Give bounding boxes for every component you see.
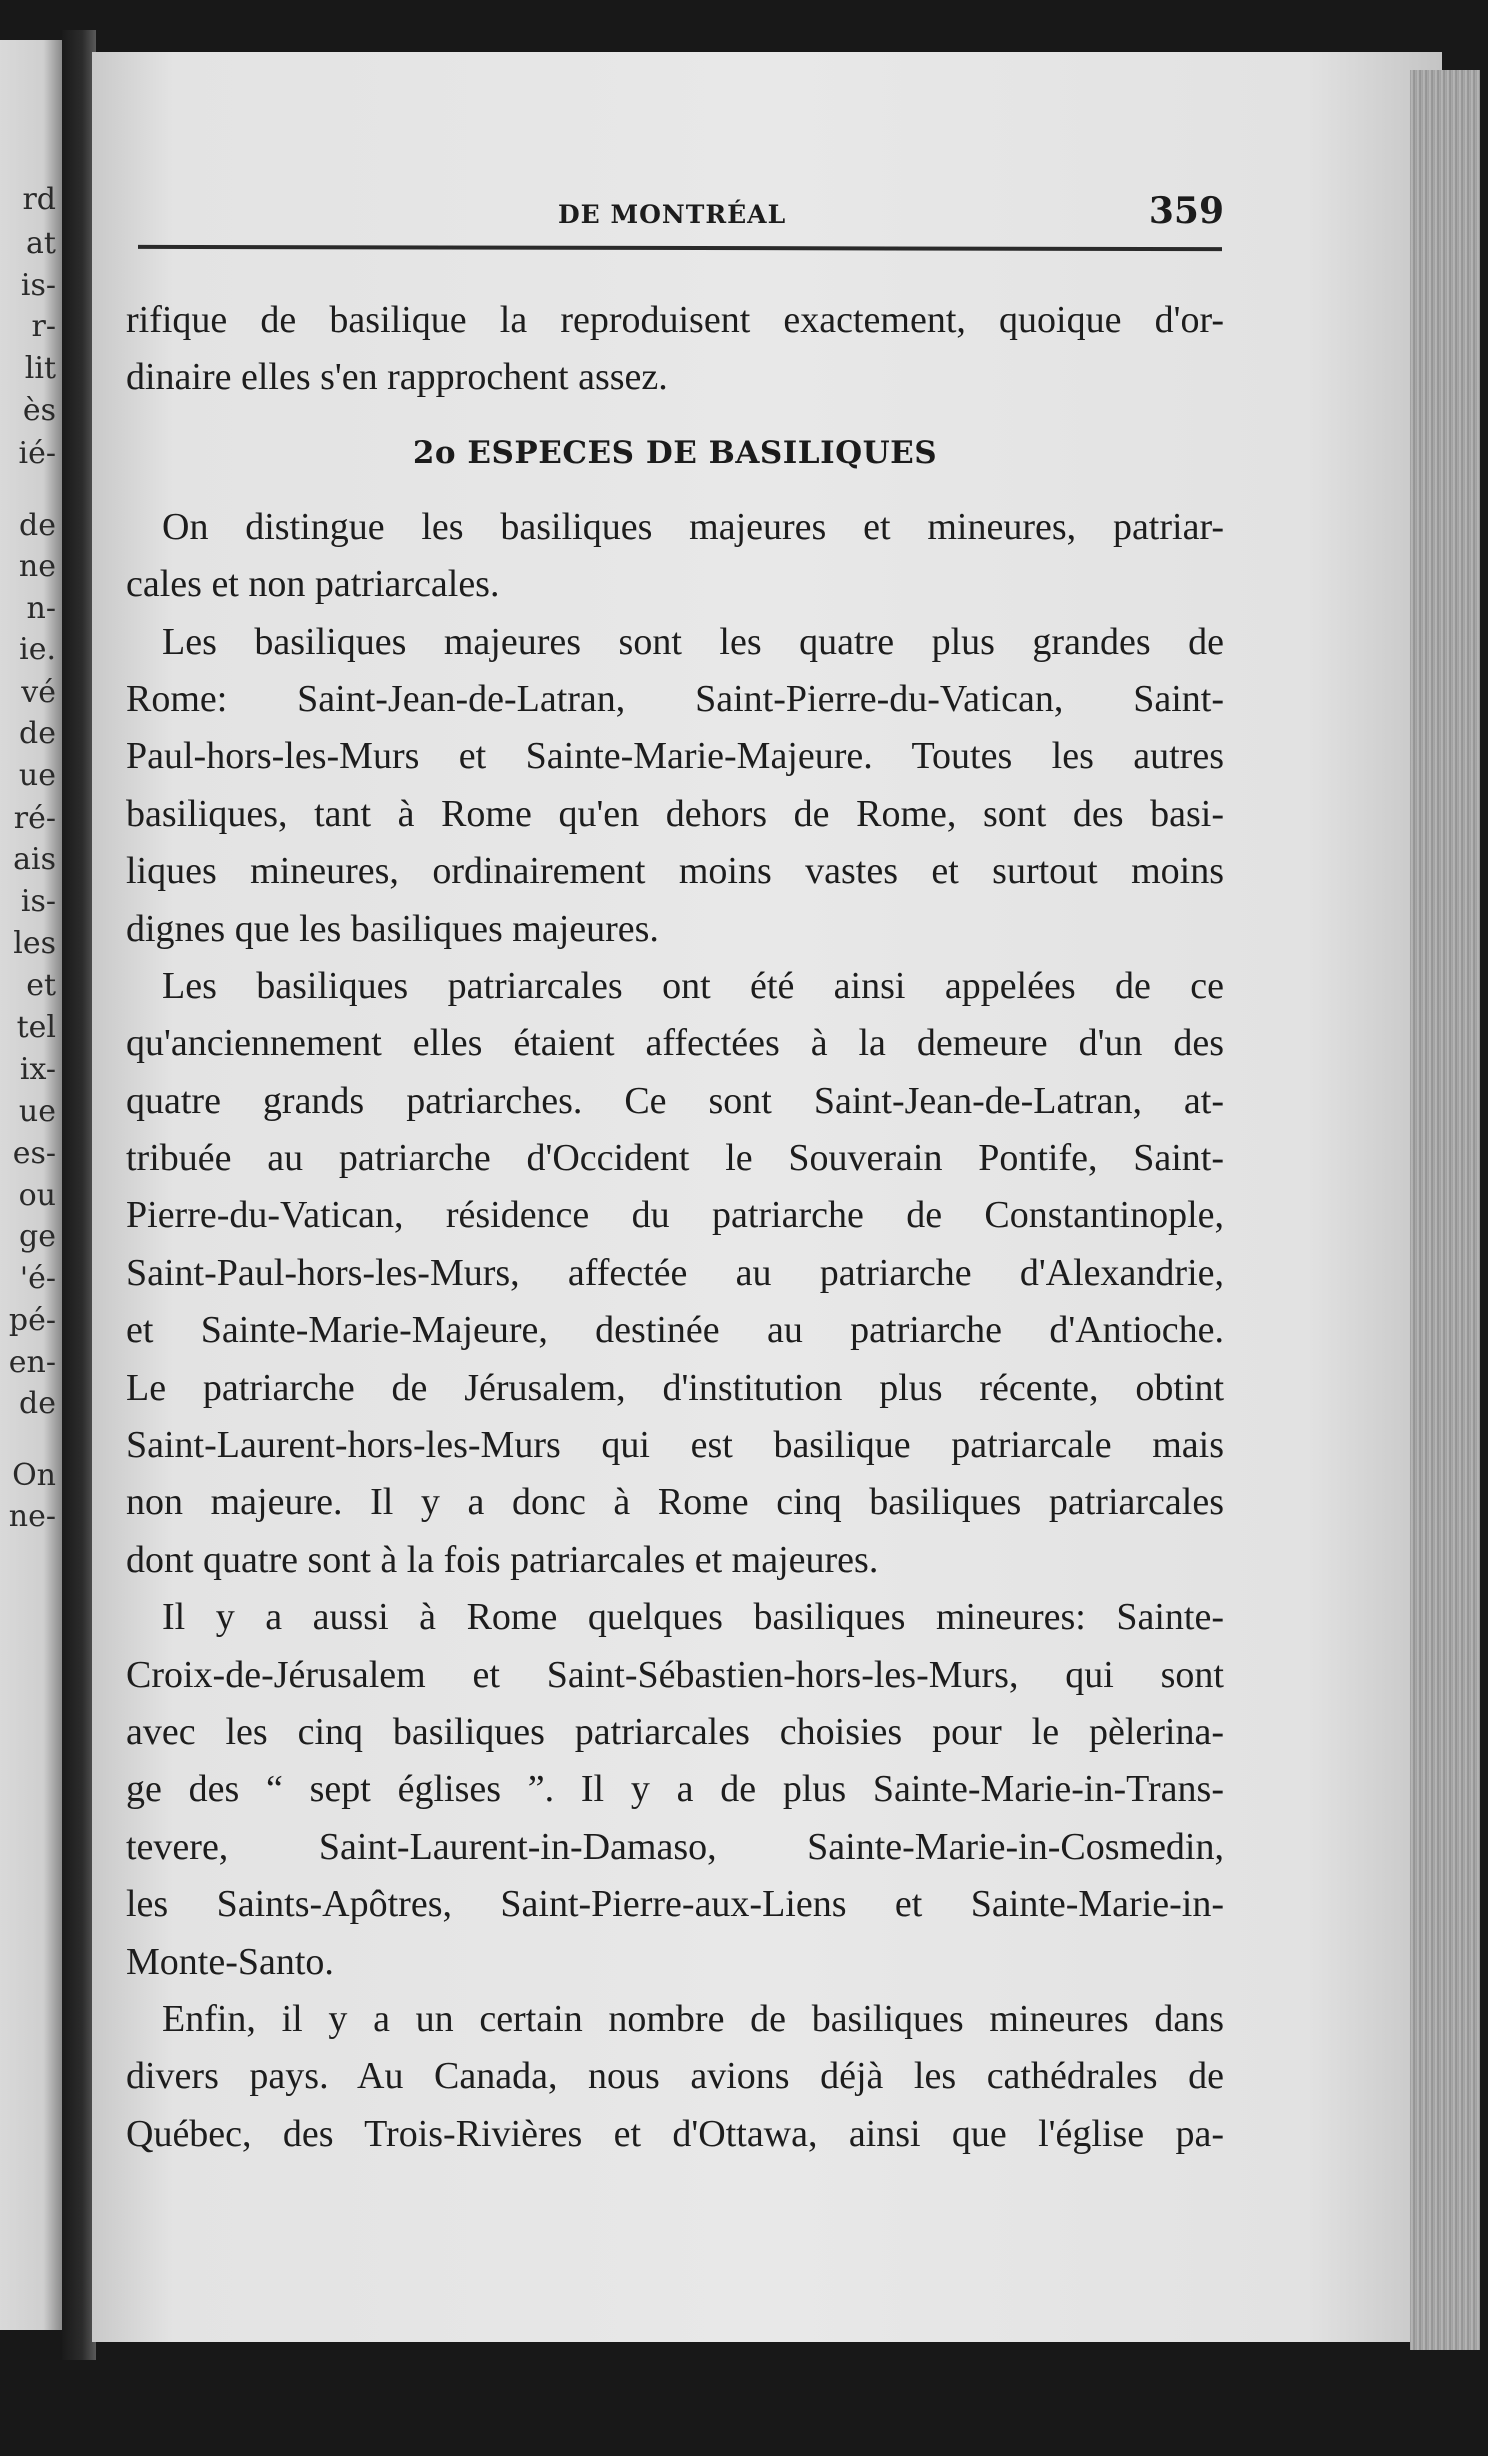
- previous-page-fragment: ne: [18, 549, 56, 584]
- page-header: [138, 186, 1224, 246]
- text-line: Croix-de-Jérusalem et Saint-Sébastien-hors-les-Murs, qui sont: [126, 1653, 1224, 1696]
- text-line: rifique de basilique la reproduisent exactement, quoique d'or-: [126, 299, 1224, 341]
- text-line: On distingue les basiliques majeures et mineures, patriar-: [162, 505, 1224, 548]
- text-line: divers pays. Au Canada, nous avions déjà les cathédrales de: [126, 2055, 1224, 2098]
- book-gutter: [62, 30, 96, 2360]
- previous-page-fragment: es-: [12, 1136, 56, 1171]
- paragraph: [126, 1991, 1224, 2163]
- previous-page-fragment: ue: [18, 1094, 56, 1129]
- text-line: Les basiliques majeures sont les quatre plus grandes de: [162, 620, 1224, 663]
- previous-page-fragment: ie.: [19, 632, 56, 667]
- previous-page-fragment: ès: [22, 393, 56, 428]
- text-line: non majeure. Il y a donc à Rome cinq basiliques patriarcales: [126, 1481, 1224, 1524]
- running-head: DE MONTRÉAL: [558, 200, 787, 229]
- paragraph: [126, 1589, 1224, 1991]
- text-line: quatre grands patriarches. Ce sont Saint-Jean-de-Latran, at-: [126, 1079, 1224, 1122]
- page-body: [126, 292, 1224, 2163]
- previous-page-fragment: ne-: [8, 1499, 56, 1534]
- text-line: dinaire elles s'en rapprochent assez.: [126, 356, 668, 399]
- previous-page-fragment: is-: [20, 268, 56, 303]
- text-line: Il y a aussi à Rome quelques basiliques mineures: Sainte-: [162, 1596, 1224, 1639]
- text-line: et Sainte-Marie-Majeure, destinée au patriarche d'Antioche.: [126, 1309, 1224, 1352]
- previous-page-fragment: tel: [16, 1010, 56, 1045]
- text-line: Enfin, il y a un certain nombre de basiliques mineures dans: [162, 1997, 1224, 2040]
- previous-page-fragment: ré-: [13, 801, 56, 836]
- text-line: dont quatre sont à la fois patriarcales et majeures.: [126, 1538, 879, 1581]
- previous-page-fragment: 'é-: [19, 1261, 56, 1296]
- text-line: les Saints-Apôtres, Saint-Pierre-aux-Liens et Sainte-Marie-in-: [126, 1883, 1224, 1926]
- previous-page-fragment: pé-: [8, 1303, 56, 1338]
- page-number: 359: [1148, 190, 1224, 232]
- text-line: cales et non patriarcales.: [126, 563, 500, 606]
- previous-page-fragment: ue: [18, 758, 56, 793]
- previous-page-fragment: rd: [22, 182, 56, 217]
- previous-page-sliver: [0, 40, 62, 2330]
- text-line: Le patriarche de Jérusalem, d'institution plus récente, obtint: [126, 1366, 1224, 1409]
- text-line: liques mineures, ordinairement moins vastes et surtout moins: [126, 850, 1224, 893]
- previous-page-fragment: et: [26, 968, 56, 1003]
- previous-page-fragment: les: [13, 926, 56, 961]
- text-line: basiliques, tant à Rome qu'en dehors de Rome, sont des basi-: [126, 792, 1224, 835]
- paragraph: [126, 292, 1224, 407]
- text-line: Saint-Paul-hors-les-Murs, affectée au patriarche d'Alexandrie,: [126, 1251, 1224, 1294]
- previous-page-fragment: de: [19, 1386, 56, 1421]
- previous-page-fragment: ié-: [18, 436, 56, 471]
- text-line: qu'anciennement elles étaient affectées à la demeure d'un des: [126, 1022, 1224, 1065]
- previous-page-fragment: lit: [24, 351, 56, 386]
- previous-page-fragment: On: [12, 1458, 56, 1493]
- previous-page-fragment: ge: [19, 1219, 56, 1254]
- previous-page-fragment: de: [19, 508, 56, 543]
- previous-page-fragment: at: [26, 226, 56, 261]
- previous-page-fragment: de: [19, 716, 56, 751]
- previous-page-fragment: ou: [18, 1178, 56, 1213]
- text-line: avec les cinq basiliques patriarcales choisies pour le pèlerina-: [126, 1710, 1224, 1753]
- text-line: Monte-Santo.: [126, 1940, 334, 1983]
- previous-page-fragment: en-: [8, 1345, 56, 1380]
- text-line: Les basiliques patriarcales ont été ainsi appelées de ce: [162, 964, 1224, 1007]
- text-line: tribuée au patriarche d'Occident le Souverain Pontife, Saint-: [126, 1137, 1224, 1180]
- previous-page-fragment: n-: [26, 591, 56, 626]
- paragraph: [126, 958, 1224, 1589]
- text-line: Saint-Laurent-hors-les-Murs qui est basilique patriarcale mais: [126, 1424, 1224, 1467]
- previous-page-fragment: ais: [13, 842, 56, 877]
- previous-page-fragment: ix-: [19, 1052, 56, 1087]
- paragraph: [126, 499, 1224, 614]
- previous-page-fragment: is-: [20, 884, 56, 919]
- paragraph: [126, 614, 1224, 958]
- text-line: Paul-hors-les-Murs et Sainte-Marie-Majeure. Toutes les autres: [126, 735, 1224, 778]
- text-line: ge des “ sept églises ”. Il y a de plus Sainte-Marie-in-Trans-: [126, 1768, 1224, 1811]
- page-edges: [1410, 70, 1480, 2350]
- text-line: dignes que les basiliques majeures.: [126, 907, 659, 950]
- previous-page-fragment: vé: [21, 675, 56, 710]
- text-line: Rome: Saint-Jean-de-Latran, Saint-Pierre-du-Vatican, Saint-: [126, 677, 1224, 720]
- section-heading: 2o ESPECES DE BASILIQUES: [412, 434, 938, 471]
- text-line: Québec, des Trois-Rivières et d'Ottawa, ainsi que l'église pa-: [126, 2112, 1224, 2155]
- text-line: Pierre-du-Vatican, résidence du patriarche de Constantinople,: [126, 1194, 1224, 1237]
- text-line: tevere, Saint-Laurent-in-Damaso, Sainte-Marie-in-Cosmedin,: [126, 1825, 1224, 1868]
- previous-page-fragment: r-: [31, 309, 56, 344]
